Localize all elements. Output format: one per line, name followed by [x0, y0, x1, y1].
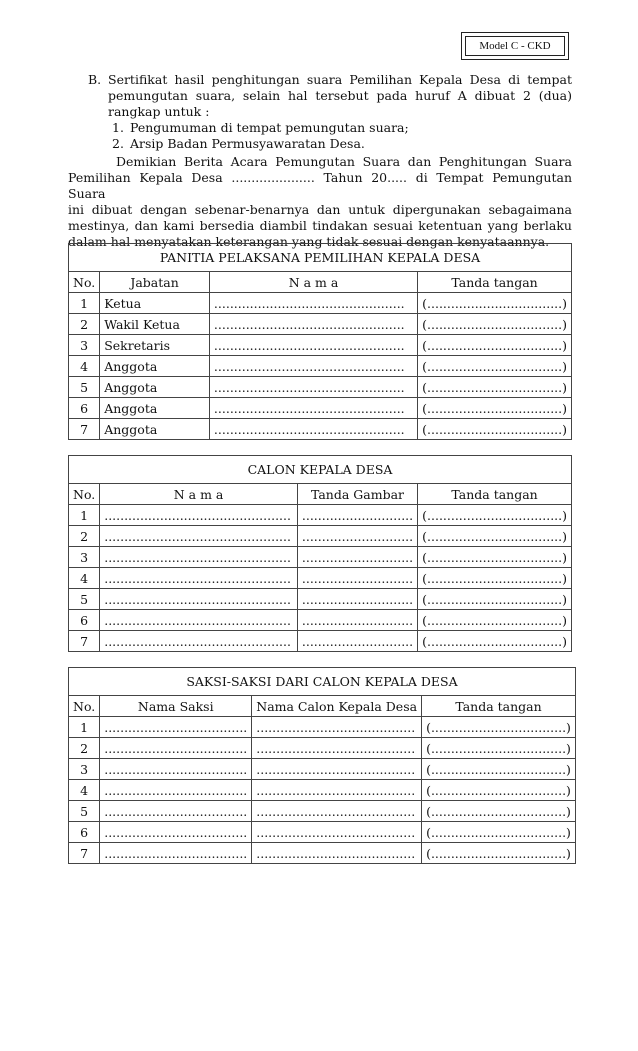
section-b	[88, 72, 572, 152]
cell-gambar: ............................	[297, 526, 417, 547]
section-b-line3: rangkap untuk :	[108, 104, 210, 119]
saksi-title: SAKSI-SAKSI DARI CALON KEPALA DESA	[69, 668, 576, 696]
table-row	[69, 419, 572, 440]
table-header	[69, 484, 572, 505]
cell-no: 6	[69, 822, 100, 843]
model-label-box	[461, 32, 569, 60]
table-row	[69, 526, 572, 547]
cell-nama: ...............................................	[100, 631, 298, 652]
cell-no: 1	[69, 717, 100, 738]
cell-nama: ................................................	[209, 293, 417, 314]
cell-no: 1	[69, 293, 100, 314]
table-row	[69, 631, 572, 652]
cell-nama: ................................................	[209, 335, 417, 356]
closing-paragraph	[68, 154, 572, 250]
cell-no: 4	[69, 780, 100, 801]
cell-ttd: (..................................)	[418, 568, 572, 589]
table-row	[69, 843, 576, 864]
cell-ttd: (..................................)	[418, 526, 572, 547]
cell-no: 4	[69, 568, 100, 589]
cell-nama: ...............................................	[100, 568, 298, 589]
cell-ttd: (..................................)	[418, 505, 572, 526]
cell-calon: ........................................	[252, 717, 422, 738]
section-b-list	[108, 120, 572, 152]
cell-gambar: ............................	[297, 610, 417, 631]
col-header: Tanda Gambar	[297, 484, 417, 505]
cell-no: 2	[69, 314, 100, 335]
col-header: Jabatan	[100, 272, 210, 293]
cell-saksi: ....................................	[100, 801, 252, 822]
cell-no: 7	[69, 419, 100, 440]
list-item: 2. Arsip Badan Permusyawaratan Desa.	[112, 136, 365, 151]
cell-calon: ........................................	[252, 843, 422, 864]
cell-ttd: (..................................)	[418, 356, 572, 377]
cell-nama: ...............................................	[100, 526, 298, 547]
cell-ttd: (..................................)	[418, 335, 572, 356]
cell-no: 6	[69, 610, 100, 631]
cell-ttd: (..................................)	[422, 843, 576, 864]
col-header: N a m a	[100, 484, 298, 505]
closing-line5: dalam hal menyatakan keterangan yang tidak sesuai dengan kenyataannya.	[68, 234, 550, 249]
table-row	[69, 801, 576, 822]
cell-jabatan: Anggota	[100, 356, 210, 377]
cell-nama: ................................................	[209, 314, 417, 335]
table-row	[69, 293, 572, 314]
cell-jabatan: Anggota	[100, 419, 210, 440]
col-header: Nama Saksi	[100, 696, 252, 717]
table-row	[69, 589, 572, 610]
table-header	[69, 696, 576, 717]
col-header: N a m a	[209, 272, 417, 293]
cell-nama: ...............................................	[100, 610, 298, 631]
cell-gambar: ............................	[297, 589, 417, 610]
cell-no: 2	[69, 738, 100, 759]
cell-saksi: ....................................	[100, 780, 252, 801]
cell-ttd: (..................................)	[422, 738, 576, 759]
cell-no: 2	[69, 526, 100, 547]
cell-nama: ................................................	[209, 419, 417, 440]
cell-saksi: ....................................	[100, 717, 252, 738]
cell-ttd: (..................................)	[418, 589, 572, 610]
table-row	[69, 822, 576, 843]
cell-calon: ........................................	[252, 780, 422, 801]
cell-saksi: ....................................	[100, 759, 252, 780]
cell-nama: ...............................................	[100, 589, 298, 610]
cell-no: 5	[69, 801, 100, 822]
col-header: No.	[69, 484, 100, 505]
cell-no: 6	[69, 398, 100, 419]
table-row	[69, 547, 572, 568]
cell-ttd: (..................................)	[422, 801, 576, 822]
table-row	[69, 505, 572, 526]
table-header	[69, 272, 572, 293]
table-row	[69, 377, 572, 398]
col-header: No.	[69, 696, 100, 717]
panitia-table	[68, 243, 572, 440]
cell-no: 7	[69, 631, 100, 652]
cell-gambar: ............................	[297, 505, 417, 526]
cell-ttd: (..................................)	[418, 547, 572, 568]
saksi-table	[68, 667, 576, 864]
cell-nama: ...............................................	[100, 547, 298, 568]
cell-gambar: ............................	[297, 547, 417, 568]
cell-no: 1	[69, 505, 100, 526]
table-row	[69, 356, 572, 377]
table-row	[69, 717, 576, 738]
cell-no: 3	[69, 759, 100, 780]
cell-saksi: ....................................	[100, 843, 252, 864]
cell-no: 3	[69, 547, 100, 568]
cell-ttd: (..................................)	[418, 631, 572, 652]
cell-ttd: (..................................)	[418, 377, 572, 398]
closing-line3: ini dibuat dengan sebenar-benarnya dan untuk dipergunakan sebagaimana	[68, 202, 572, 217]
table-row	[69, 398, 572, 419]
cell-nama: ................................................	[209, 398, 417, 419]
cell-ttd: (..................................)	[418, 314, 572, 335]
table-row	[69, 568, 572, 589]
cell-nama: ................................................	[209, 356, 417, 377]
cell-no: 5	[69, 377, 100, 398]
calon-title: CALON KEPALA DESA	[69, 456, 572, 484]
cell-ttd: (..................................)	[422, 717, 576, 738]
cell-nama: ................................................	[209, 377, 417, 398]
cell-jabatan: Anggota	[100, 398, 210, 419]
cell-nama: ...............................................	[100, 505, 298, 526]
cell-ttd: (..................................)	[418, 293, 572, 314]
model-label: Model C - CKD	[465, 36, 565, 56]
cell-calon: ........................................	[252, 822, 422, 843]
closing-line1: Demikian Berita Acara Pemungutan Suara dan Penghitungan Suara	[116, 154, 572, 169]
panitia-title: PANITIA PELAKSANA PEMILIHAN KEPALA DESA	[69, 244, 572, 272]
table-row	[69, 335, 572, 356]
table-row	[69, 759, 576, 780]
cell-calon: ........................................	[252, 759, 422, 780]
cell-saksi: ....................................	[100, 822, 252, 843]
cell-jabatan: Wakil Ketua	[100, 314, 210, 335]
col-header: Tanda tangan	[418, 484, 572, 505]
cell-jabatan: Ketua	[100, 293, 210, 314]
section-b-label: B.	[88, 72, 102, 87]
section-b-line1: Sertifikat hasil penghitungan suara Pemilihan Kepala Desa di tempat	[108, 72, 572, 87]
cell-ttd: (..................................)	[422, 822, 576, 843]
cell-ttd: (..................................)	[418, 419, 572, 440]
col-header: Tanda tangan	[418, 272, 572, 293]
closing-line2: Pemilihan Kepala Desa ..................... Tahun 20..... di Tempat Pemungutan Suara	[68, 170, 572, 201]
cell-ttd: (..................................)	[418, 398, 572, 419]
table-row	[69, 780, 576, 801]
cell-gambar: ............................	[297, 631, 417, 652]
col-header: Nama Calon Kepala Desa	[252, 696, 422, 717]
cell-ttd: (..................................)	[422, 780, 576, 801]
cell-no: 7	[69, 843, 100, 864]
cell-calon: ........................................	[252, 738, 422, 759]
cell-calon: ........................................	[252, 801, 422, 822]
col-header: Tanda tangan	[422, 696, 576, 717]
table-row	[69, 610, 572, 631]
closing-line4: mestinya, dan kami bersedia diambil tindakan sesuai ketentuan yang berlaku	[68, 218, 572, 233]
table-row	[69, 314, 572, 335]
section-b-line2: pemungutan suara, selain hal tersebut pada huruf A dibuat 2 (dua)	[108, 88, 572, 103]
cell-no: 3	[69, 335, 100, 356]
col-header: No.	[69, 272, 100, 293]
calon-table	[68, 455, 572, 652]
cell-gambar: ............................	[297, 568, 417, 589]
cell-no: 4	[69, 356, 100, 377]
table-row	[69, 738, 576, 759]
cell-jabatan: Sekretaris	[100, 335, 210, 356]
list-item: 1. Pengumuman di tempat pemungutan suara;	[112, 120, 409, 135]
cell-ttd: (..................................)	[422, 759, 576, 780]
cell-no: 5	[69, 589, 100, 610]
cell-ttd: (..................................)	[418, 610, 572, 631]
cell-saksi: ....................................	[100, 738, 252, 759]
cell-jabatan: Anggota	[100, 377, 210, 398]
